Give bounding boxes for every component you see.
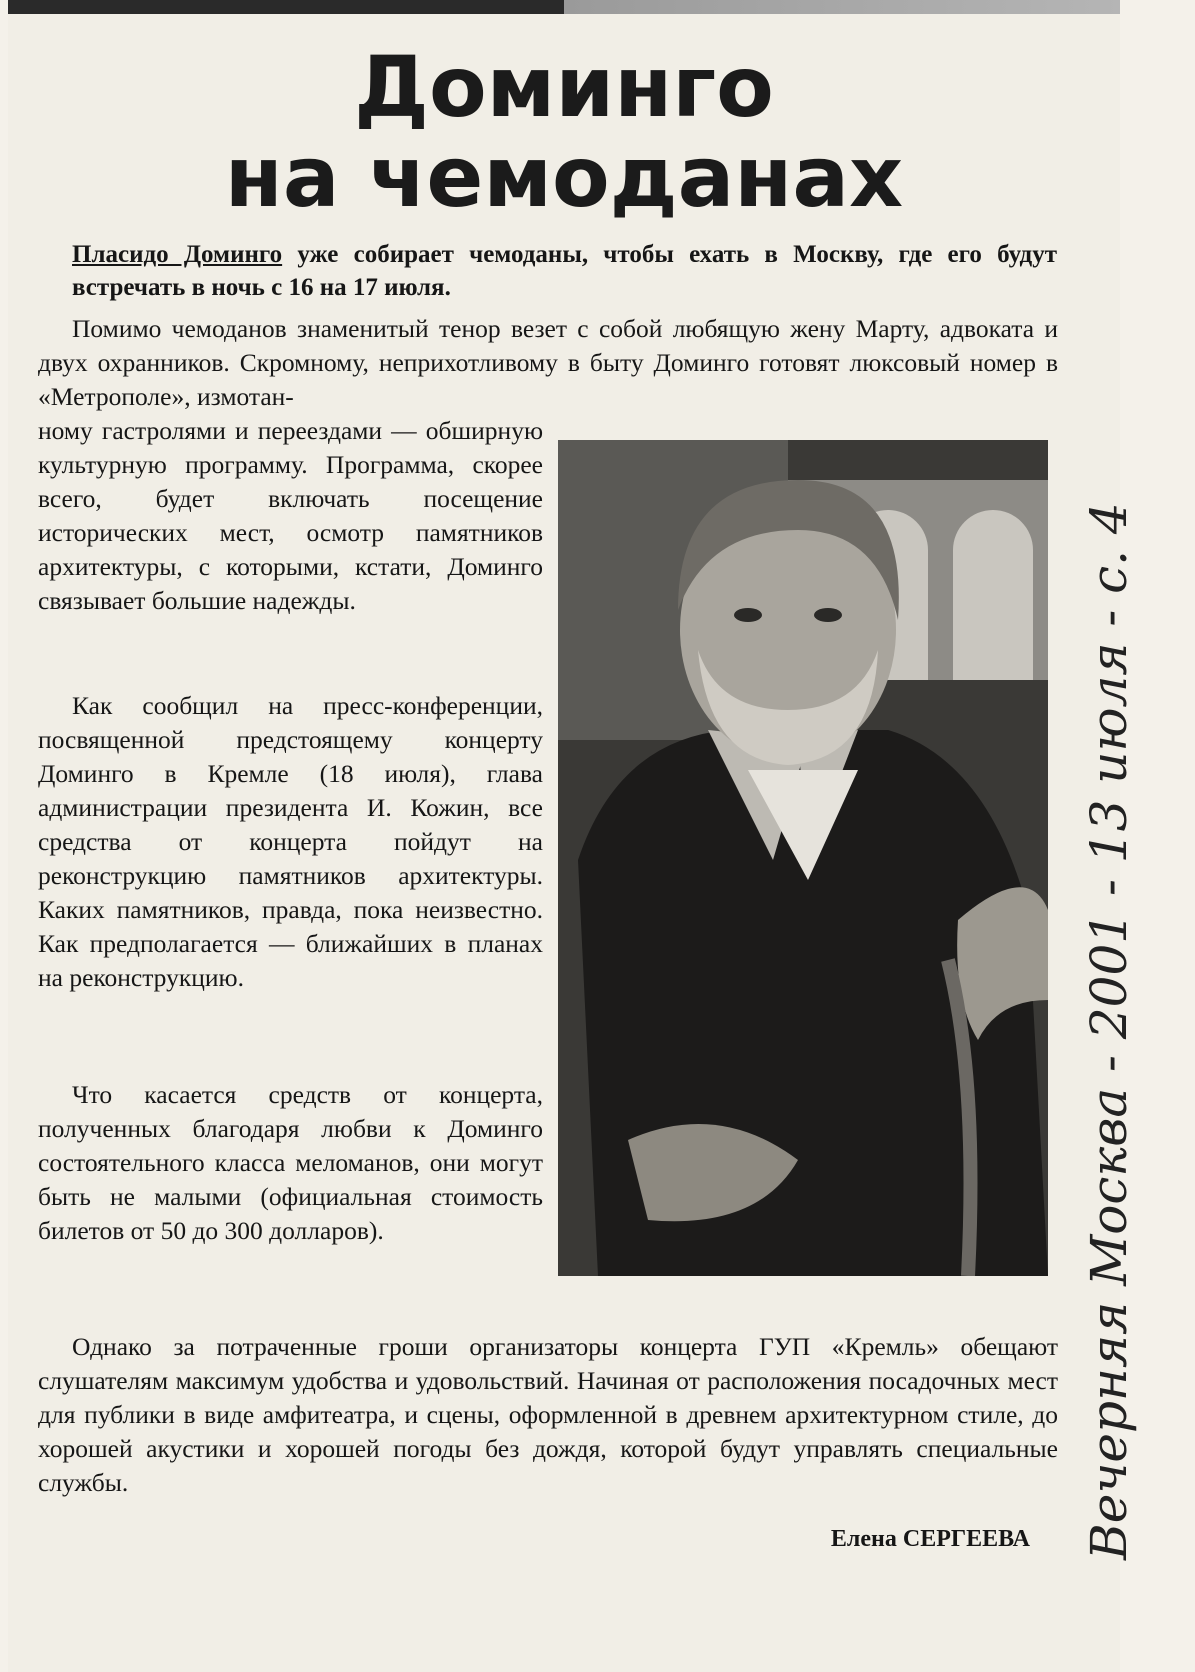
paragraph-3: Как сообщил на пресс-конференции, посвященной предстоящему концерту Доминго в Кремле (18 июля), глава администрации президента И. Кожин, все средства от концерта пойдут на реконструкцию памятников архитектуры. Каких памятников, правда, пока неизвестно. Как предполагается — ближайших в планах на реконструкцию. [38,691,543,992]
headline-line-1: Доминго [354,38,774,136]
headline-line-2: на чемоданах [224,128,904,226]
paragraph-2: ному гастролями и переездами — обширную культурную программу. Программа, скорее всего, будет включать посещение исторических мест, осмотр памятников архитектуры, с которыми, кстати, Доминго связывает большие надежды. [38,416,543,615]
portrait-photo [558,440,1048,1276]
lead-name: Пласидо Доминго [72,241,283,268]
paragraph-1: Помимо чемоданов знаменитый тенор везет с собой любящую жену Марту, адвоката и двух охранников. Скромному, неприхотливому в быту Доминго готовят люксовый номер в «Метрополе», измотан- [38,314,1058,411]
article-lead [72,238,1057,304]
handwritten-source-note [1070,460,1138,1560]
article-byline: Елена СЕРГЕЕВА [830,1526,1030,1552]
article-headline [8,38,1120,226]
handwritten-note-text: Вечерняя Москва - 2001 - 13 июля - с. 4 [1080,502,1138,1560]
top-print-strip [8,0,1120,14]
paragraph-4: Что касается средств от концерта, полученных благодаря любви к Доминго состоятельного класса меломанов, они могут быть не малыми (официальная стоимость билетов от 50 до 300 долларов). [38,1080,543,1245]
paragraph-5: Однако за потраченные гроши организаторы концерта ГУП «Кремль» обещают слушателям максимум удобства и удовольствий. Начиная от расположения посадочных мест для публики в виде амфитеатра, и сцены, оформленной в древнем архитектурном стиле, до хорошей акустики и хорошей погоды без дождя, которой будут управлять специальные службы. [38,1332,1058,1497]
lead-text: уже собирает чемоданы, чтобы ехать в Москву, где его будут встречать в ночь с 16 на 17 июля. [72,241,1057,301]
newspaper-clipping [8,0,1120,1672]
